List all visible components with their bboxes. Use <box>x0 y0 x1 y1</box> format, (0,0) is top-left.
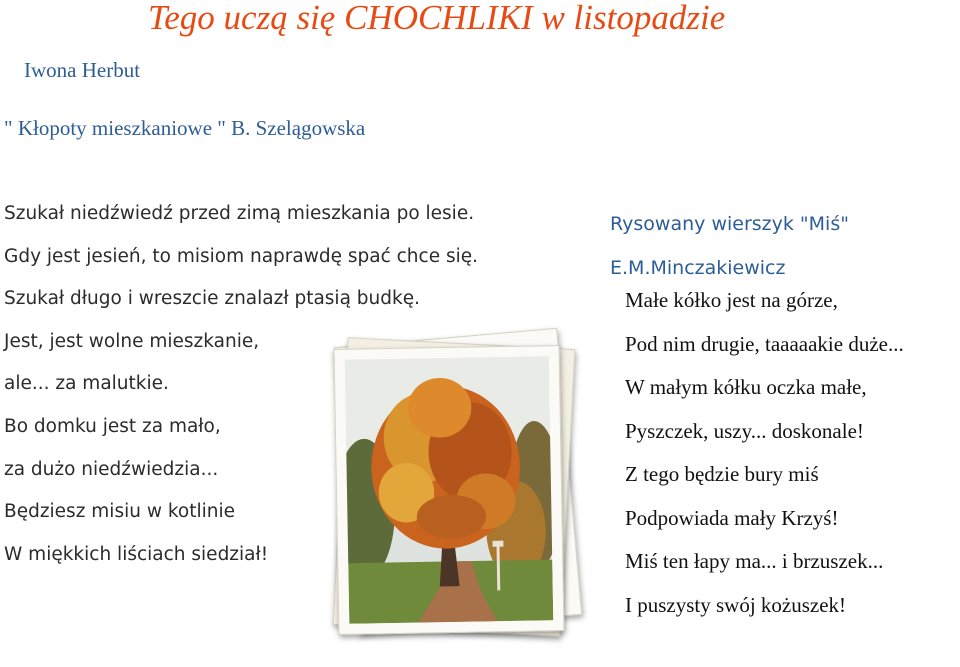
right-poem-author: E.M.Minczakiewicz <box>610 257 786 279</box>
right-poem-line: Z tego będzie bury miś <box>625 462 819 486</box>
left-poem-line: Szukał długo i wreszcie znalazł ptasią budkę. <box>4 288 420 310</box>
page-title: Tego uczą się CHOCHLIKI w listopadzie <box>148 0 726 37</box>
left-poem-line: za dużo niedźwiedzia... <box>4 458 219 480</box>
right-poem-line: W małym kółku oczka małe, <box>625 375 867 399</box>
left-poem-line: W miękkich liściach siedział! <box>4 543 269 565</box>
page-author: Iwona Herbut <box>24 58 141 82</box>
right-poem-line: Pod nim drugie, taaaaakie duże... <box>625 331 904 356</box>
right-poem-line: Pyszczek, uszy... doskonale! <box>625 418 864 443</box>
autumn-tree-image <box>345 356 554 624</box>
left-poem-line: Gdy jest jesień, to misiom naprawdę spać chce się. <box>4 245 479 267</box>
right-poem-line: Podpowiada mały Krzyś! <box>625 505 839 530</box>
right-poem-line: Miś ten łapy ma... i brzuszek... <box>625 549 884 573</box>
photo-stack <box>330 335 590 640</box>
left-poem-line: Jest, jest wolne mieszkanie, <box>4 330 260 352</box>
left-poem-line: Będziesz misiu w kotlinie <box>4 501 235 523</box>
right-poem-line: Małe kółko jest na górze, <box>625 288 838 312</box>
left-poem-title: " Kłopoty mieszkaniowe " B. Szelągowska <box>4 116 366 140</box>
right-poem-line: I puszysty swój kożuszek! <box>625 592 847 617</box>
right-poem <box>625 285 904 633</box>
right-poem-title: Rysowany wierszyk "Miś" <box>610 213 849 235</box>
left-poem-line: Bo domku jest za mało, <box>4 415 221 437</box>
left-poem-line: ale... za malutkie. <box>4 373 169 395</box>
autumn-tree-photo-icon <box>334 345 565 635</box>
left-poem-line: Szukał niedźwiedź przed zimą mieszkania po lesie. <box>4 203 475 224</box>
